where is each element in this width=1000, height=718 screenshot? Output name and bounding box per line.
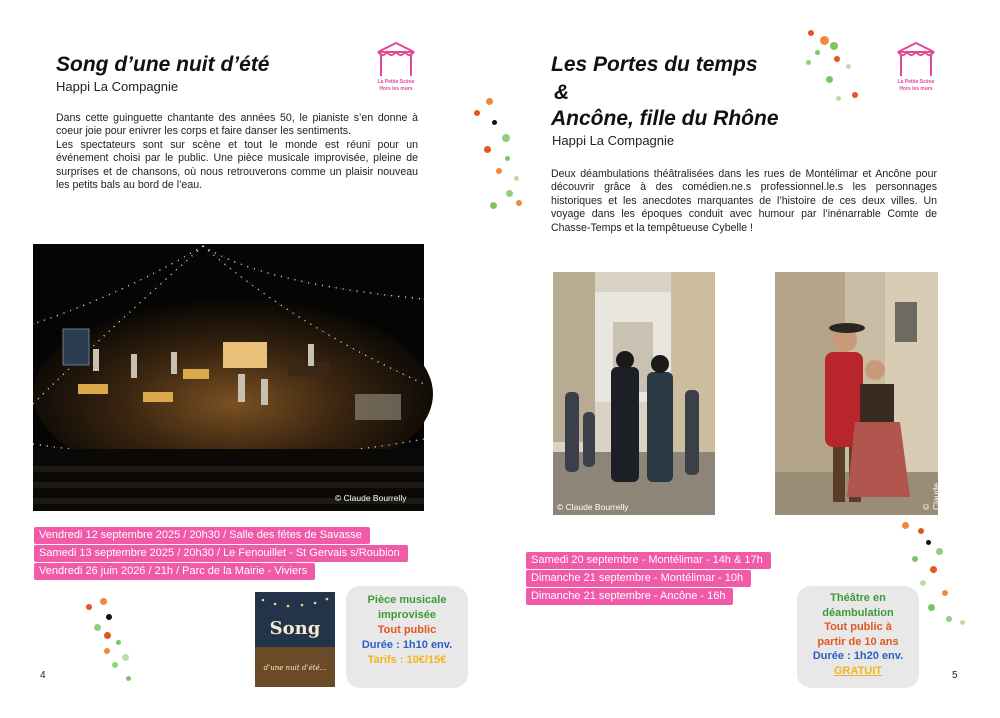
left-description-p2: Les spectateurs sont sur scène et tout le monde est réuni pour un événement choisi par le public. Une pièce musicale improvisée, pleine de surprises et de chansons, où nous retrouverons comme un plaisir nouveau les petits bals au bord de l’eau. bbox=[56, 138, 418, 192]
tent-logo-icon bbox=[375, 40, 417, 78]
stage-photo-credit: © Claude Bourrelly bbox=[335, 493, 407, 503]
left-description-p1: Dans cette guinguette chantante des années 50, le pianiste s’en donne à coeur joie pour enivrer les corps et faire danser les sentiments. bbox=[56, 112, 418, 138]
right-date-3: Dimanche 21 septembre - Ancône - 16h bbox=[526, 588, 733, 605]
right-date-1: Samedi 20 septembre - Montélimar - 14h & 17h bbox=[526, 552, 771, 569]
street-photo-2 bbox=[775, 272, 951, 515]
song-poster bbox=[255, 592, 335, 687]
left-price: Tarifs : 10€/15€ bbox=[367, 654, 447, 666]
left-date-3: Vendredi 26 juin 2026 / 21h / Parc de la Mairie - Viviers bbox=[34, 563, 315, 580]
right-audience-line2: partir de 10 ans bbox=[817, 635, 899, 648]
right-show-title-line2: Ancône, fille du Rhône bbox=[551, 107, 779, 130]
right-genre-line2: déambulation bbox=[822, 606, 894, 619]
left-genre-line2: improvisée bbox=[377, 609, 437, 621]
left-logo bbox=[372, 40, 420, 92]
logo-line2: Hors les murs bbox=[379, 86, 413, 92]
right-audience-line1: Tout public à bbox=[824, 621, 892, 633]
left-show-title: Song d’une nuit d’été bbox=[56, 53, 270, 76]
poster-subtitle: d’une nuit d’été... bbox=[263, 664, 327, 672]
right-company: Happi La Compagnie bbox=[552, 133, 675, 148]
left-page-number: 4 bbox=[40, 670, 46, 681]
right-genre-line1: Théâtre en bbox=[830, 592, 886, 604]
left-genre-line1: Pièce musicale bbox=[367, 594, 447, 606]
right-info-box bbox=[797, 586, 919, 688]
poster-title: Song bbox=[269, 618, 321, 639]
logo-line1: La Petite Scène bbox=[897, 79, 935, 85]
right-duration: Durée : 1h20 env. bbox=[812, 650, 904, 662]
right-logo bbox=[892, 40, 940, 92]
left-info-box bbox=[346, 586, 468, 688]
left-description bbox=[56, 112, 418, 192]
street-photo-1-credit: © Claude Bourrelly bbox=[557, 502, 629, 512]
tent-logo-icon bbox=[895, 40, 937, 78]
street-photo-1 bbox=[553, 272, 715, 515]
logo-line2: Hors les murs bbox=[899, 86, 933, 92]
stage-photo bbox=[33, 244, 424, 511]
left-company: Happi La Compagnie bbox=[56, 79, 179, 94]
right-date-2: Dimanche 21 septembre - Montélimar - 10h bbox=[526, 570, 751, 587]
right-description: Deux déambulations théâtralisées dans les rues de Montélimar et Ancône pour découvrir grâce à des comédien.ne.s professionnel.le.s les personnages historiques et les anecdotes marquantes de l’histoire de ces deux villes. Un voyage dans les époques conduit avec humour par l’inénarrable Comte de Chasse-Temps et la tempêtueuse Cybelle ! bbox=[551, 168, 937, 234]
left-date-1: Vendredi 12 septembre 2025 / 20h30 / Salle des fêtes de Savasse bbox=[34, 527, 370, 544]
left-duration: Durée : 1h10 env. bbox=[361, 639, 453, 651]
right-price: GRATUIT bbox=[833, 664, 883, 677]
logo-line1: La Petite Scène bbox=[377, 79, 415, 85]
right-show-title-amp: & bbox=[554, 81, 570, 104]
right-page-number: 5 bbox=[952, 670, 958, 681]
right-show-title-line1: Les Portes du temps bbox=[551, 53, 758, 76]
left-audience: Tout public bbox=[377, 624, 437, 636]
street-photo-2-credit: © Claude Bourrelly bbox=[921, 476, 951, 510]
left-date-2: Samedi 13 septembre 2025 / 20h30 / Le Fenouillet - St Gervais s/Roubion bbox=[34, 545, 408, 562]
